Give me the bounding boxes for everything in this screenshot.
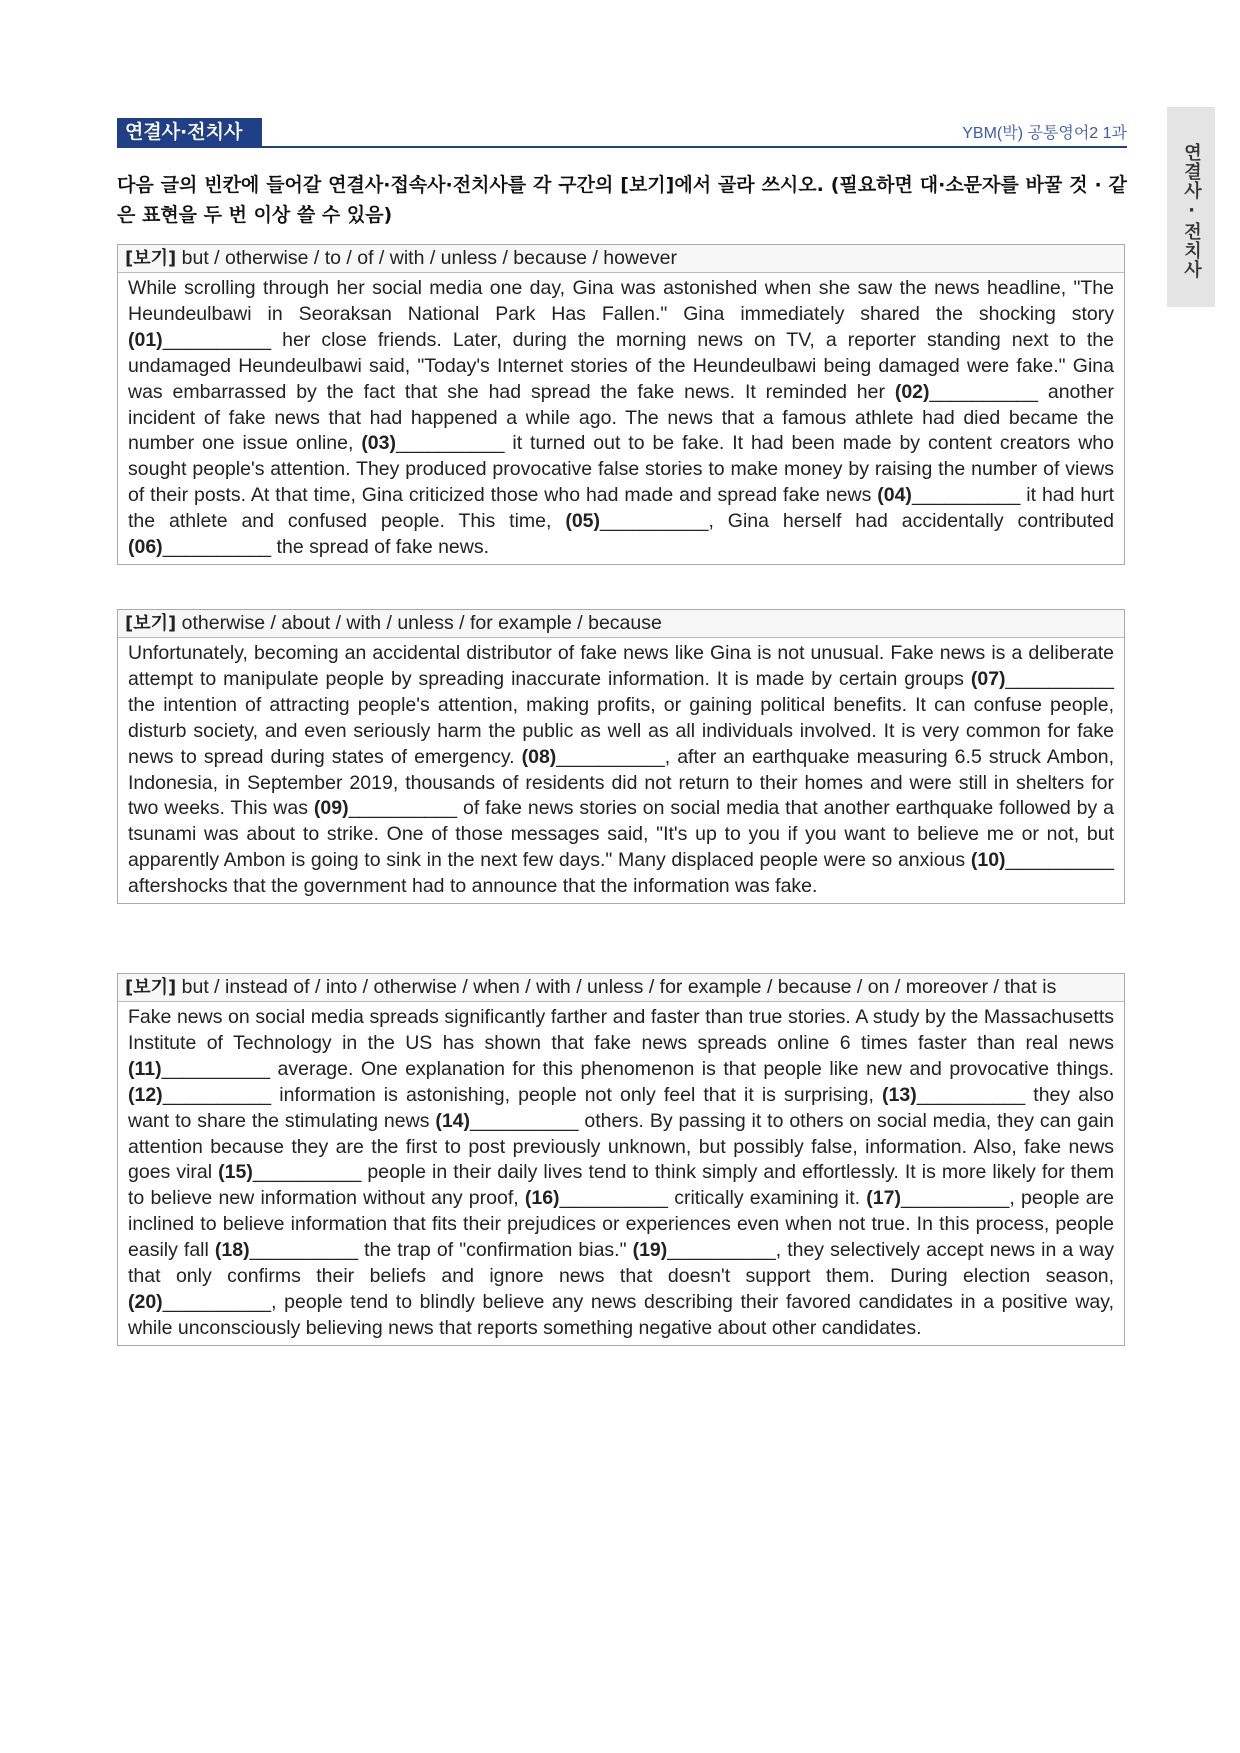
blank-number: (11)	[128, 1057, 162, 1080]
passage-text: others. By passing it to others on social media, they can gain attention because they are the first to post previously unknown, but possibly false, information. Also, fake news goes viral	[128, 1109, 1115, 1184]
passage-text: , Gina herself had accidentally contributed	[708, 510, 1114, 533]
answer-blank: __________	[600, 510, 709, 533]
blank-number: (10)	[970, 849, 1006, 872]
blank-number: (02)	[894, 380, 930, 403]
answer-blank: __________	[916, 1083, 1026, 1106]
answer-blank: __________	[161, 1057, 271, 1080]
instructions: 다음 글의 빈칸에 들어갈 연결사·접속사·전치사를 각 구간의 [보기]에서 골라 쓰시오. (필요하면 대·소문자를 바꿀 것 · 같은 표현을 두 번 이상 쓸 수 있음)	[117, 174, 1127, 226]
passage-text: aftershocks that the government had to announce that the information was fake.	[128, 875, 818, 898]
blank-number: (13)	[882, 1083, 917, 1106]
word-bank-label: [보기]	[125, 977, 177, 998]
answer-blank: __________	[252, 1161, 362, 1184]
answer-blank: __________	[162, 1083, 272, 1106]
textbook-label: YBM(박) 공통영어2 1과	[962, 125, 1127, 142]
blank-number: (18)	[214, 1239, 250, 1262]
passage-text: , people are inclined to believe information that fits their prejudices or experiences even when not true. In this process, people easily fall	[128, 1187, 1114, 1262]
answer-blank: __________	[249, 1239, 359, 1262]
answer-blank: __________	[162, 536, 272, 559]
answer-blank: __________	[559, 1187, 669, 1210]
blank-number: (14)	[435, 1109, 471, 1132]
blank-number: (03)	[361, 432, 396, 455]
passage-text: the trap of "confirmation bias."	[358, 1239, 633, 1262]
word-bank-1	[118, 245, 1124, 273]
passage-text: Unfortunately, becoming an accidental distributor of fake news like Gina is not unusual. Fake news is a deliberate attempt to manipulate people by spreading inaccurate information. It is made by certain groups	[128, 642, 1114, 690]
answer-blank: __________	[470, 1109, 579, 1132]
blank-number: (09)	[313, 797, 349, 820]
passage-text: average. One explanation for this phenomenon is that people like new and provocative things.	[270, 1057, 1114, 1080]
passage-text: While scrolling through her social media one day, Gina was astonished when she saw the news headline, "The Heundeulbawi in Seoraksan National Park Has Fallen." Gina immediately shared the shocking story	[128, 277, 1114, 325]
answer-blank: __________	[929, 380, 1038, 403]
section-title: 연결사·전치사	[117, 118, 262, 146]
passage-text: they also want to share the stimulating news	[128, 1083, 1115, 1132]
word-bank-label: [보기]	[125, 613, 177, 634]
word-bank-3	[118, 974, 1124, 1002]
answer-blank: __________	[162, 328, 272, 351]
blank-number: (07)	[970, 667, 1006, 690]
blank-number: (16)	[524, 1187, 560, 1210]
passage-text: critically examining it.	[668, 1187, 867, 1210]
passage-1	[118, 273, 1124, 564]
exercise-box-3	[117, 973, 1125, 1346]
passage-text: information is astonishing, people not only feel that it is surprising,	[271, 1083, 883, 1106]
passage-text: Fake news on social media spreads significantly farther and faster than true stories. A study by the Massachusetts Institute of Technology in the US has shown that fake news spreads online 6 times faster than real news	[128, 1006, 1114, 1054]
word-bank-2	[118, 610, 1124, 638]
answer-blank: __________	[396, 432, 505, 455]
passage-text: of fake news stories on social media that another earthquake followed by a tsunami was about to strike. One of those messages said, "It's up to you if you want to believe me or not, but apparently Ambon is going to sink in the next few days." Many displaced people were so anxious	[128, 797, 1115, 872]
blank-number: (05)	[565, 510, 601, 533]
passage-2	[118, 638, 1124, 903]
passage-text: the spread of fake news.	[271, 536, 490, 559]
blank-number: (20)	[128, 1290, 163, 1313]
blank-number: (17)	[866, 1187, 901, 1210]
passage-text: another incident of fake news that had happened a while ago. The news that a famous athlete had died became the number one issue online,	[128, 380, 1114, 455]
word-bank-items: but / instead of / into / otherwise / when / with / unless / for example / because / on / moreover / that is	[176, 976, 1057, 998]
passage-text: her close friends. Later, during the morning news on TV, a reporter standing next to the undamaged Heundeulbawi said, "Today's Internet stories of the Heundeulbawi being damaged were fake." Gina was embarrassed by the fact that she had spread the fake news. It reminded her	[128, 328, 1114, 403]
answer-blank: __________	[348, 797, 458, 820]
page-header	[117, 118, 1127, 148]
passage-text: , they selectively accept news in a way that only confirms their beliefs and ignore news that doesn't support them. During election season,	[128, 1239, 1114, 1288]
answer-blank: __________	[911, 484, 1021, 507]
exercise-box-1	[117, 244, 1125, 565]
blank-number: (04)	[877, 484, 912, 507]
passage-text: the intention of attracting people's attention, making profits, or gaining political benefits. It can confuse people, disturb society, and even seriously harm the public as well as all individuals involved. It is very common for fake news to spread during states of emergency.	[128, 693, 1114, 768]
answer-blank: __________	[1005, 667, 1114, 690]
word-bank-label: [보기]	[125, 248, 177, 269]
blank-number: (15)	[218, 1161, 253, 1184]
word-bank-items: otherwise / about / with / unless / for example / because	[176, 612, 662, 634]
word-bank-items: but / otherwise / to / of / with / unless / because / however	[176, 247, 677, 269]
answer-blank: __________	[556, 745, 665, 768]
blank-number: (01)	[128, 328, 163, 351]
passage-text: it turned out to be fake. It had been made by content creators who sought people's attention. They produced provocative false stories to make money by raising the number of views of their posts. At that time, Gina criticized those who had made and spread fake news	[128, 432, 1114, 507]
answer-blank: __________	[900, 1187, 1010, 1210]
blank-number: (06)	[128, 536, 163, 559]
passage-text: people in their daily lives tend to think simply and effortlessly. It is more likely for them to believe new information without any proof,	[128, 1161, 1115, 1210]
answer-blank: __________	[667, 1239, 776, 1262]
passage-3	[118, 1002, 1124, 1345]
passage-text: , people tend to blindly believe any news describing their favored candidates in a positive way, while unconsciously believing news that reports something negative about other candidates.	[128, 1290, 1114, 1339]
answer-blank: __________	[1005, 849, 1114, 872]
blank-number: (12)	[128, 1083, 163, 1106]
exercise-box-2	[117, 609, 1125, 904]
blank-number: (19)	[632, 1239, 668, 1262]
passage-text: it had hurt the athlete and confused people. This time,	[128, 484, 1115, 533]
passage-text: , after an earthquake measuring 6.5 struck Ambon, Indonesia, in September 2019, thousands of residents did not return to their homes and were still in shelters for two weeks. This was	[128, 745, 1114, 820]
blank-number: (08)	[521, 745, 557, 768]
answer-blank: __________	[162, 1290, 272, 1313]
side-tab: 연결사·전치사	[1167, 107, 1215, 307]
